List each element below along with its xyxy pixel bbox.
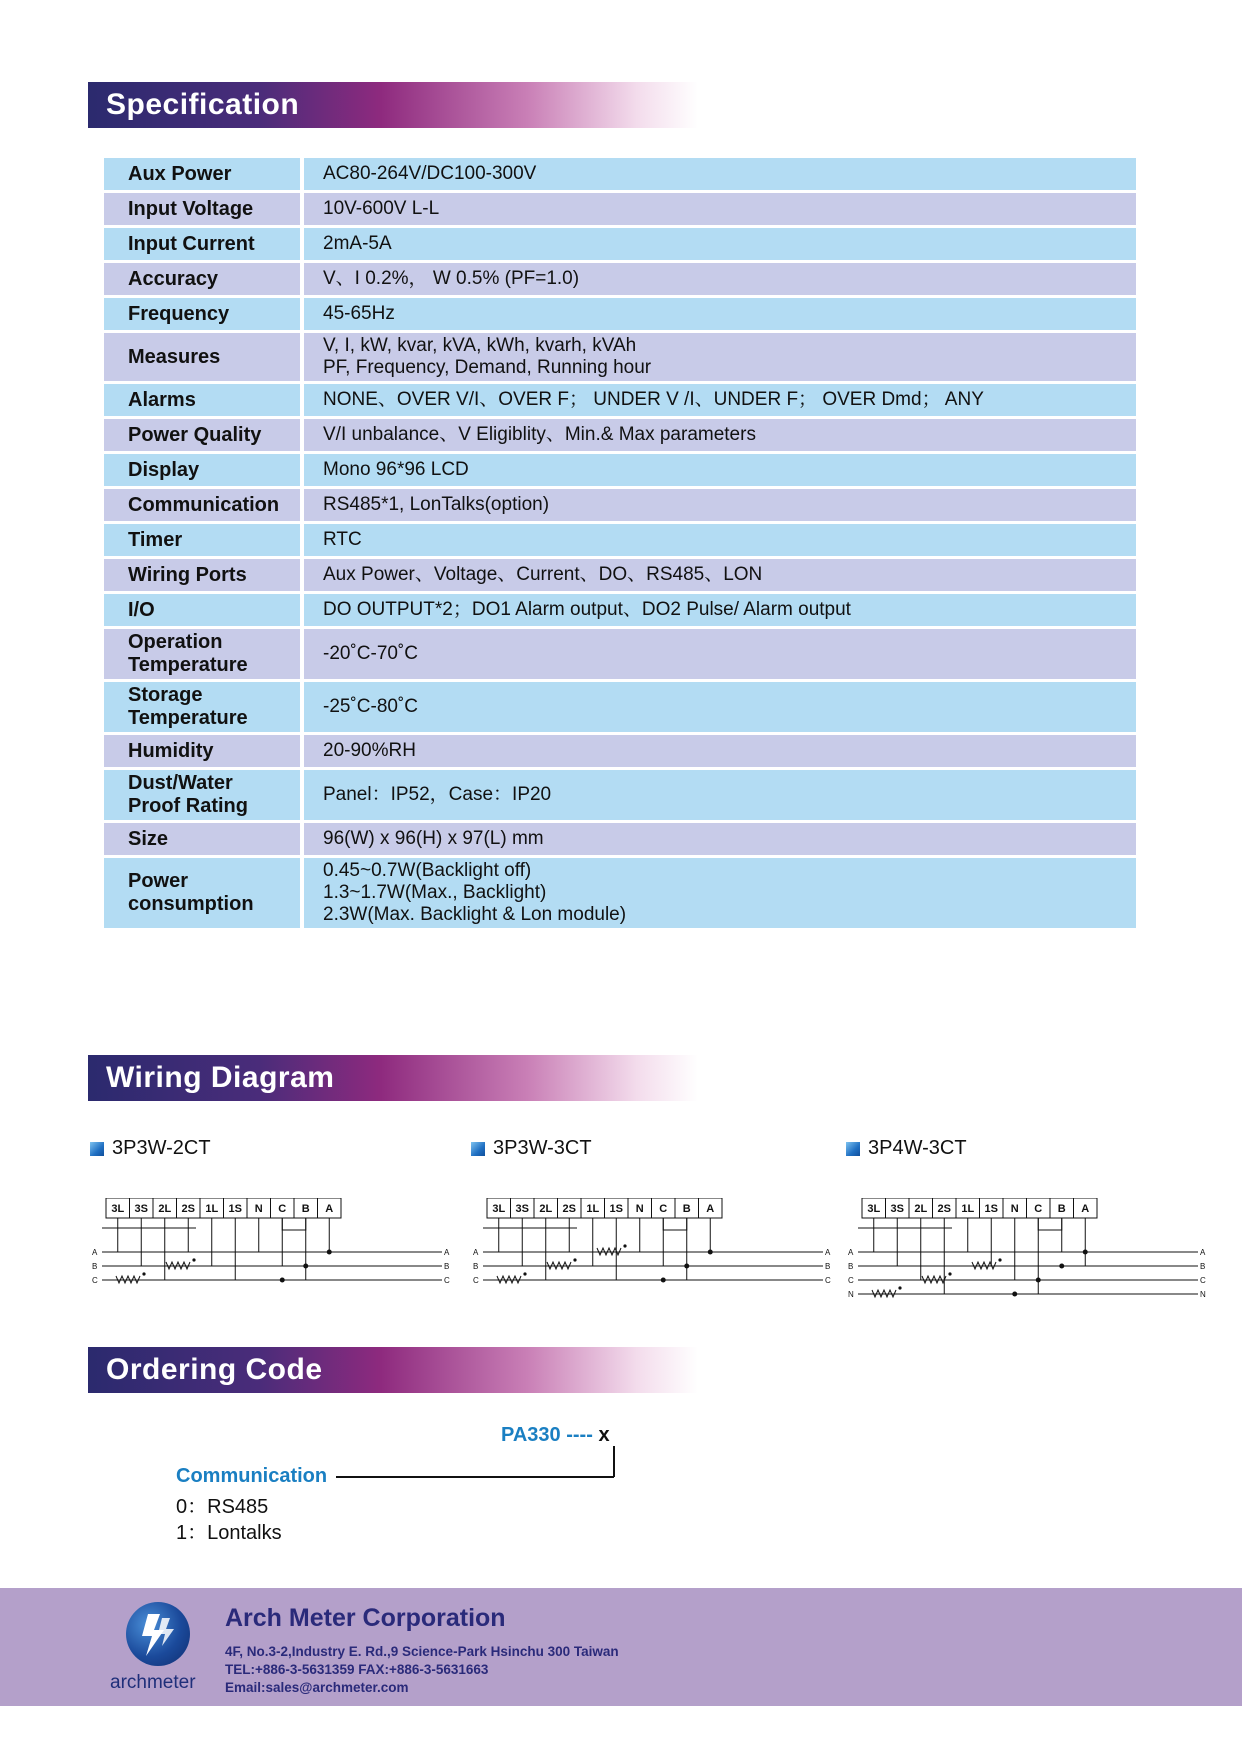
bus-label-left: B — [92, 1262, 98, 1271]
spec-value — [304, 629, 1136, 679]
spec-row — [104, 682, 1136, 732]
spec-value-line: 2.3W(Max. Backlight & Lon module) — [323, 904, 627, 925]
spec-label — [104, 158, 300, 190]
order-option-0: 0：RS485 — [176, 1496, 269, 1518]
spec-label-line: Size — [128, 827, 169, 850]
ct-dot — [948, 1272, 951, 1275]
spec-row — [104, 384, 1136, 416]
junction-dot — [303, 1264, 308, 1269]
spec-label — [104, 524, 300, 556]
spec-label — [104, 770, 300, 820]
spec-value — [304, 263, 1136, 295]
ct-dot — [623, 1244, 626, 1247]
spec-label-line: Input Current — [128, 232, 255, 255]
junction-dot — [708, 1250, 713, 1255]
bullet-icon — [471, 1142, 485, 1156]
bus-label-right: B — [1200, 1262, 1206, 1271]
spec-label-line: Display — [128, 458, 200, 481]
spec-value-line: PF, Frequency, Demand, Running hour — [323, 357, 652, 378]
spec-value — [304, 489, 1136, 521]
bus-label-left: B — [848, 1262, 854, 1271]
spec-row — [104, 594, 1136, 626]
terminal-label: B — [682, 1203, 691, 1215]
junction-dot — [1083, 1250, 1088, 1255]
spec-row — [104, 454, 1136, 486]
spec-label — [104, 682, 300, 732]
spec-row — [104, 193, 1136, 225]
terminal-label: 1L — [586, 1203, 600, 1215]
spec-label — [104, 228, 300, 260]
wiring-diagram-3p4w-3ct — [846, 1138, 1216, 1318]
spec-label-line: Frequency — [128, 302, 230, 325]
terminal-label: N — [1010, 1203, 1019, 1215]
spec-value — [304, 158, 1136, 190]
company-address: 4F, No.3-2,Industry E. Rd.,9 Science-Park Hsinchu 300 Taiwan — [225, 1644, 619, 1659]
terminal-label: 2S — [181, 1203, 195, 1215]
junction-dot — [280, 1278, 285, 1283]
ct-dot — [523, 1272, 526, 1275]
spec-value — [304, 193, 1136, 225]
spec-value-line: NONE、OVER V/I、OVER F； UNDER V /I、UNDER F； OVER Dmd； ANY — [323, 389, 984, 410]
section-header-wiring: Wiring Diagram — [88, 1055, 698, 1101]
terminal-label: 3L — [867, 1203, 881, 1215]
spec-label-line: Humidity — [128, 739, 214, 762]
spec-row — [104, 735, 1136, 767]
section-header-ordering: Ordering Code — [88, 1347, 698, 1393]
terminal-label: 1L — [961, 1203, 975, 1215]
spec-label — [104, 193, 300, 225]
spec-value-line: RTC — [323, 529, 362, 550]
junction-dot — [661, 1278, 666, 1283]
order-option-1: 1：Lontalks — [176, 1522, 282, 1544]
spec-label — [104, 489, 300, 521]
spec-label — [104, 735, 300, 767]
spec-label-line: Accuracy — [128, 267, 219, 290]
bullet-icon — [846, 1142, 860, 1156]
spec-row — [104, 823, 1136, 855]
spec-value-line: -20˚C-70˚C — [323, 643, 419, 664]
spec-label-line: Timer — [128, 528, 183, 551]
spec-row — [104, 333, 1136, 381]
spec-value-line: 45-65Hz — [323, 303, 395, 324]
order-model-code: PA330 ---- x — [501, 1424, 610, 1446]
bus-label-right: A — [444, 1248, 450, 1257]
terminal-label: 3S — [134, 1203, 148, 1215]
terminal-label: 3S — [515, 1203, 529, 1215]
ct-dot — [142, 1272, 145, 1275]
spec-value-line: V/I unbalance、V Eligiblity、Min.& Max parameters — [323, 424, 756, 445]
spec-value-line: 20-90%RH — [323, 740, 416, 761]
link-bracket — [1038, 1218, 1062, 1230]
junction-dot — [1012, 1292, 1017, 1297]
spec-row — [104, 158, 1136, 190]
bullet-icon — [90, 1142, 104, 1156]
spec-label-line: Wiring Ports — [128, 563, 247, 586]
spec-row — [104, 228, 1136, 260]
archmeter-logo-icon — [126, 1602, 190, 1666]
spec-row — [104, 298, 1136, 330]
spec-value — [304, 735, 1136, 767]
bus-label-left: C — [473, 1276, 479, 1285]
spec-row — [104, 629, 1136, 679]
ct-dot — [898, 1286, 901, 1289]
spec-label — [104, 454, 300, 486]
spec-row — [104, 559, 1136, 591]
terminal-label: 1S — [609, 1203, 623, 1215]
wiring-diagram-3p3w-3ct — [471, 1138, 841, 1318]
spec-value — [304, 419, 1136, 451]
specification-table — [104, 158, 1136, 931]
spec-row — [104, 489, 1136, 521]
terminal-label: N — [635, 1203, 644, 1215]
spec-value-line: DO OUTPUT*2；DO1 Alarm output、DO2 Pulse/ Alarm output — [323, 599, 851, 620]
bus-label-right: C — [1200, 1276, 1206, 1285]
spec-value — [304, 559, 1136, 591]
bus-label-left: N — [848, 1290, 854, 1299]
terminal-label: 3L — [111, 1203, 125, 1215]
spec-value-line: AC80-264V/DC100-300V — [323, 163, 537, 184]
order-connector-vertical — [613, 1446, 615, 1477]
bus-label-left: B — [473, 1262, 479, 1271]
spec-value — [304, 384, 1136, 416]
wiring-schematic — [846, 1198, 1216, 1318]
link-bracket — [282, 1218, 306, 1230]
spec-label-line: Measures — [128, 345, 221, 368]
terminal-label: A — [706, 1203, 715, 1215]
terminal-label: B — [1057, 1203, 1066, 1215]
terminal-label: 1S — [984, 1203, 998, 1215]
footer — [0, 1588, 1242, 1706]
bus-label-right: A — [825, 1248, 831, 1257]
spec-label — [104, 559, 300, 591]
spec-row — [104, 419, 1136, 451]
wiring-schematic — [90, 1198, 460, 1318]
terminal-label: 2S — [937, 1203, 951, 1215]
terminal-label: 2L — [539, 1203, 553, 1215]
spec-label-line: Proof Rating — [128, 795, 248, 817]
bus-label-left: A — [92, 1248, 98, 1257]
terminal-label: A — [325, 1203, 334, 1215]
spec-label — [104, 823, 300, 855]
spec-value-line: V, I, kW, kvar, kVA, kWh, kvarh, kVAh — [323, 335, 637, 356]
spec-value-line: RS485*1, LonTalks(option) — [323, 494, 550, 515]
terminal-label: C — [278, 1203, 287, 1215]
spec-label — [104, 263, 300, 295]
spec-label-line: Alarms — [128, 388, 196, 411]
spec-label-line: I/O — [128, 598, 155, 621]
spec-value-line: 1.3~1.7W(Max., Backlight) — [323, 882, 547, 903]
diagram-title: 3P3W-3CT — [471, 1137, 592, 1160]
spec-value — [304, 823, 1136, 855]
terminal-label: C — [659, 1203, 668, 1215]
spec-value-line: V、I 0.2%， W 0.5% (PF=1.0) — [323, 268, 580, 289]
spec-value — [304, 524, 1136, 556]
spec-label — [104, 594, 300, 626]
spec-row — [104, 770, 1136, 820]
spec-label — [104, 384, 300, 416]
terminal-label: 2L — [158, 1203, 172, 1215]
terminal-label: 2S — [562, 1203, 576, 1215]
junction-dot — [1059, 1264, 1064, 1269]
bus-label-left: C — [848, 1276, 854, 1285]
spec-label-line: Temperature — [128, 654, 248, 676]
junction-dot — [327, 1250, 332, 1255]
terminal-label: 3L — [492, 1203, 506, 1215]
terminal-label: 3S — [890, 1203, 904, 1215]
wiring-schematic — [471, 1198, 841, 1318]
spec-value — [304, 454, 1136, 486]
spec-label-line: Aux Power — [128, 162, 232, 185]
spec-value-line: Panel：IP52，Case：IP20 — [323, 784, 552, 805]
link-bracket — [663, 1218, 687, 1230]
spec-value-line: 96(W) x 96(H) x 97(L) mm — [323, 828, 544, 849]
diagram-title: 3P3W-2CT — [90, 1137, 211, 1160]
spec-value-line: -25˚C-80˚C — [323, 696, 419, 717]
bus-label-left: A — [848, 1248, 854, 1257]
bus-label-left: A — [473, 1248, 479, 1257]
spec-value — [304, 228, 1136, 260]
order-communication-label: Communication — [176, 1465, 328, 1487]
spec-value — [304, 858, 1136, 928]
diagram-title: 3P4W-3CT — [846, 1137, 967, 1160]
spec-value-line: 0.45~0.7W(Backlight off) — [323, 860, 532, 881]
spec-value-line: Mono 96*96 LCD — [323, 459, 469, 480]
spec-value — [304, 298, 1136, 330]
spec-label-line: Storage — [128, 684, 203, 706]
bus-label-right: N — [1200, 1290, 1206, 1299]
wiring-diagram-3p3w-2ct — [90, 1138, 460, 1318]
spec-row — [104, 858, 1136, 928]
spec-label-line: Communication — [128, 493, 280, 516]
terminal-label: B — [301, 1203, 310, 1215]
spec-label — [104, 629, 300, 679]
ct-dot — [573, 1258, 576, 1261]
spec-label-line: Dust/Water — [128, 772, 233, 794]
terminal-label: A — [1081, 1203, 1090, 1215]
spec-row — [104, 524, 1136, 556]
bus-label-right: A — [1200, 1248, 1206, 1257]
terminal-label: 1L — [205, 1203, 219, 1215]
spec-label-line: Operation — [128, 631, 223, 653]
junction-dot — [684, 1264, 689, 1269]
spec-label — [104, 333, 300, 381]
section-header-specification: Specification — [88, 82, 698, 128]
bus-label-left: C — [92, 1276, 98, 1285]
spec-row — [104, 263, 1136, 295]
spec-label-line: Input Voltage — [128, 197, 254, 220]
spec-label-line: Power — [128, 870, 189, 892]
junction-dot — [1036, 1278, 1041, 1283]
spec-value — [304, 333, 1136, 381]
bus-label-right: B — [444, 1262, 450, 1271]
spec-label — [104, 419, 300, 451]
spec-value-line: Aux Power、Voltage、Current、DO、RS485、LON — [323, 564, 763, 585]
spec-label-line: Power Quality — [128, 423, 262, 446]
company-email[interactable]: Email:sales@archmeter.com — [225, 1680, 409, 1695]
bus-label-right: C — [444, 1276, 450, 1285]
bus-label-right: B — [825, 1262, 831, 1271]
terminal-label: 1S — [228, 1203, 242, 1215]
spec-label — [104, 298, 300, 330]
terminal-label: C — [1034, 1203, 1043, 1215]
bus-label-right: C — [825, 1276, 831, 1285]
company-name: Arch Meter Corporation — [225, 1604, 506, 1632]
spec-label — [104, 858, 300, 928]
spec-value — [304, 682, 1136, 732]
terminal-label: 2L — [914, 1203, 928, 1215]
logo-text: archmeter — [110, 1672, 196, 1693]
order-connector-horizontal — [336, 1476, 614, 1478]
spec-value-line: 10V-600V L-L — [323, 198, 440, 219]
spec-value — [304, 770, 1136, 820]
spec-value-line: 2mA-5A — [323, 233, 392, 254]
spec-value — [304, 594, 1136, 626]
ct-dot — [998, 1258, 1001, 1261]
spec-label-line: consumption — [128, 893, 254, 915]
company-phone: TEL:+886-3-5631359 FAX:+886-3-5631663 — [225, 1662, 489, 1677]
terminal-label: N — [254, 1203, 263, 1215]
spec-label-line: Temperature — [128, 707, 248, 729]
ct-dot — [192, 1258, 195, 1261]
